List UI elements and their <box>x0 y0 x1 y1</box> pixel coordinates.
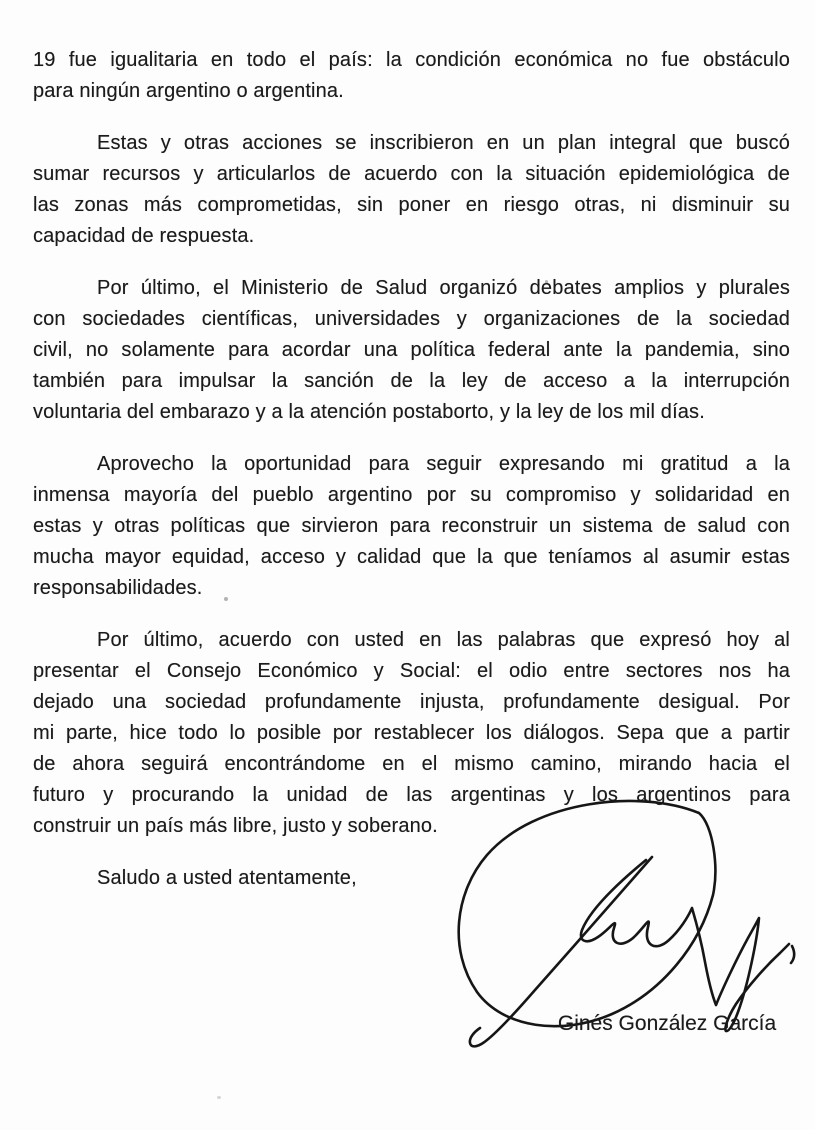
signature-tick <box>791 946 794 963</box>
letter-line: 19 fue igualitaria en todo el país: la condición económica no fue obstáculo <box>33 49 790 71</box>
letter-line: mi parte, hice todo lo posible por restablecer los diálogos. Sepa que a partir <box>33 722 790 744</box>
letter-line: voluntaria del embarazo y a la atención postaborto, y la ley de los mil días. <box>33 401 705 423</box>
letter-line: mucha mayor equidad, acceso y calidad que la que teníamos al asumir estas <box>33 546 790 568</box>
letter-line: Por último, acuerdo con usted en las palabras que expresó hoy al <box>97 629 790 651</box>
letter-line: futuro y procurando la unidad de las argentinas y los argentinos para <box>33 784 790 806</box>
paragraph <box>33 449 790 604</box>
paragraph <box>33 128 790 252</box>
scan-speck <box>224 597 228 601</box>
letter-line: inmensa mayoría del pueblo argentino por su compromiso y solidaridad en <box>33 484 790 506</box>
letter-line: presentar el Consejo Económico y Social: el odio entre sectores nos ha <box>33 660 790 682</box>
letter-line: responsabilidades. <box>33 577 203 599</box>
letter-line: Estas y otras acciones se inscribieron en un plan integral que buscó <box>97 132 790 154</box>
letter-line: dejado una sociedad profundamente injusta, profundamente desigual. Por <box>33 691 790 713</box>
letter-line: las zonas más comprometidas, sin poner en riesgo otras, ni disminuir su <box>33 194 790 216</box>
letter-body <box>33 45 790 894</box>
letter-line: sumar recursos y articularlos de acuerdo con la situación epidemiológica de <box>33 163 790 185</box>
scan-speck <box>217 1096 221 1099</box>
letter-line: Aprovecho la oportunidad para seguir expresando mi gratitud a la <box>97 453 790 475</box>
signature-loop <box>459 801 716 1026</box>
scan-speck <box>545 280 548 284</box>
paragraph <box>33 273 790 428</box>
signature-printed-name: Ginés González García <box>557 1012 777 1035</box>
letter-line: capacidad de respuesta. <box>33 225 255 247</box>
letter-line: de ahora seguirá encontrándome en el mismo camino, mirando hacia el <box>33 753 790 775</box>
letter-line: con sociedades científicas, universidades y organizaciones de la sociedad <box>33 308 790 330</box>
signature-initials <box>581 860 789 1031</box>
letter-line: Por último, el Ministerio de Salud organizó debates amplios y plurales <box>97 277 790 299</box>
closing-salutation: Saludo a usted atentamente, <box>97 867 357 889</box>
letter-line: también para impulsar la sanción de la ley de acceso a la interrupción <box>33 370 790 392</box>
letter-line: construir un país más libre, justo y soberano. <box>33 815 438 837</box>
letter-line: civil, no solamente para acordar una política federal ante la pandemia, sino <box>33 339 790 361</box>
paragraph <box>33 45 790 107</box>
letter-line: para ningún argentino o argentina. <box>33 80 344 102</box>
letter-line: estas y otras políticas que sirvieron para reconstruir un sistema de salud con <box>33 515 790 537</box>
